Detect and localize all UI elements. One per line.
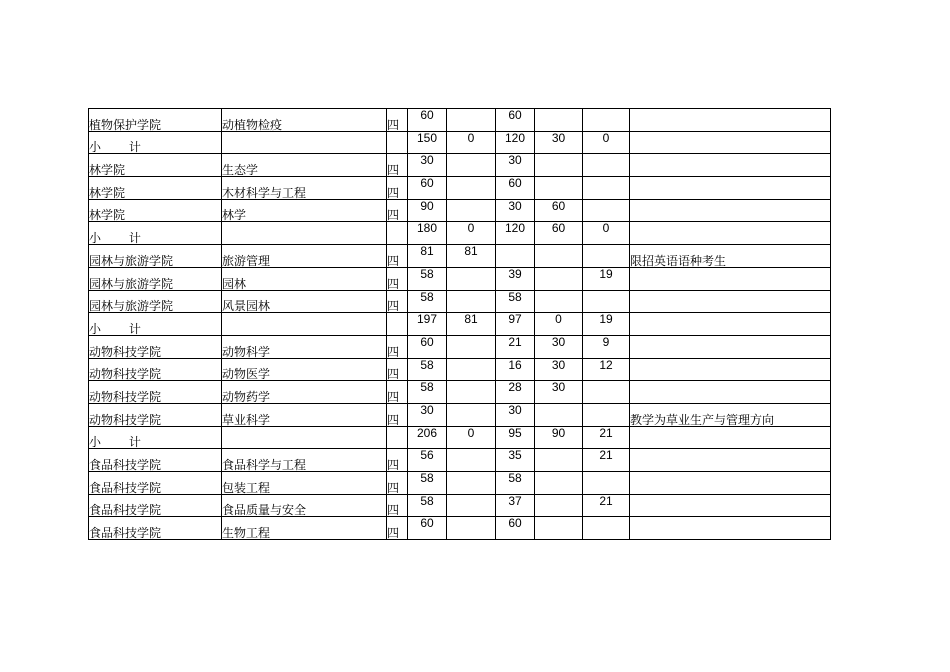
plan-col-3-cell: 95 (496, 426, 535, 449)
plan-col-5-cell: 12 (583, 358, 630, 381)
table-row (89, 494, 831, 517)
plan-col-3-cell: 16 (496, 358, 535, 381)
plan-col-2-cell: 0 (447, 222, 496, 245)
plan-col-4-cell: 30 (535, 358, 583, 381)
table-body (89, 109, 831, 540)
plan-col-2-cell (447, 358, 496, 381)
degree-cell: 四 (387, 472, 408, 495)
college-cell: 林学院 (89, 199, 222, 222)
degree-cell (387, 313, 408, 336)
table-row (89, 335, 831, 358)
major-cell: 食品质量与安全 (222, 494, 387, 517)
plan-col-5-cell (583, 472, 630, 495)
plan-total-cell: 206 (408, 426, 447, 449)
degree-cell: 四 (387, 494, 408, 517)
plan-col-2-cell (447, 335, 496, 358)
major-cell: 风景园林 (222, 290, 387, 313)
college-cell: 林学院 (89, 154, 222, 177)
plan-col-4-cell (535, 290, 583, 313)
plan-col-3-cell: 97 (496, 313, 535, 336)
note-cell (630, 494, 831, 517)
table-row (89, 267, 831, 290)
table-row (89, 517, 831, 540)
degree-cell: 四 (387, 449, 408, 472)
plan-col-5-cell (583, 154, 630, 177)
plan-total-cell: 56 (408, 449, 447, 472)
degree-cell (387, 131, 408, 154)
plan-col-4-cell (535, 403, 583, 426)
degree-cell: 四 (387, 517, 408, 540)
table-row (89, 381, 831, 404)
plan-col-2-cell: 0 (447, 131, 496, 154)
plan-col-5-cell: 21 (583, 426, 630, 449)
plan-col-3-cell: 60 (496, 177, 535, 200)
major-cell: 动植物检疫 (222, 109, 387, 132)
table-row (89, 245, 831, 268)
note-cell (630, 177, 831, 200)
note-cell (630, 313, 831, 336)
note-cell (630, 426, 831, 449)
plan-col-3-cell: 30 (496, 403, 535, 426)
college-cell: 食品科技学院 (89, 472, 222, 495)
college-cell: 动物科技学院 (89, 358, 222, 381)
plan-total-cell: 60 (408, 177, 447, 200)
plan-col-5-cell: 19 (583, 267, 630, 290)
plan-col-2-cell (447, 517, 496, 540)
plan-col-5-cell: 9 (583, 335, 630, 358)
plan-col-2-cell (447, 267, 496, 290)
plan-col-2-cell (447, 199, 496, 222)
major-cell (222, 313, 387, 336)
major-cell: 草业科学 (222, 403, 387, 426)
subtotal-row (89, 131, 831, 154)
note-cell (630, 267, 831, 290)
plan-col-3-cell: 37 (496, 494, 535, 517)
plan-total-cell: 58 (408, 472, 447, 495)
plan-col-4-cell (535, 109, 583, 132)
table-row (89, 403, 831, 426)
major-cell: 包装工程 (222, 472, 387, 495)
college-cell: 林学院 (89, 177, 222, 200)
plan-col-5-cell (583, 109, 630, 132)
major-cell: 林学 (222, 199, 387, 222)
college-cell: 动物科技学院 (89, 403, 222, 426)
college-cell: 园林与旅游学院 (89, 267, 222, 290)
plan-col-4-cell: 30 (535, 131, 583, 154)
plan-total-cell: 150 (408, 131, 447, 154)
note-cell (630, 472, 831, 495)
degree-cell: 四 (387, 358, 408, 381)
note-cell (630, 449, 831, 472)
note-cell (630, 335, 831, 358)
plan-col-5-cell (583, 245, 630, 268)
plan-total-cell: 58 (408, 381, 447, 404)
plan-col-3-cell: 28 (496, 381, 535, 404)
plan-total-cell: 58 (408, 494, 447, 517)
plan-total-cell: 58 (408, 358, 447, 381)
plan-col-2-cell (447, 177, 496, 200)
plan-col-4-cell (535, 154, 583, 177)
plan-col-4-cell: 0 (535, 313, 583, 336)
major-cell: 动物科学 (222, 335, 387, 358)
plan-col-4-cell (535, 472, 583, 495)
degree-cell: 四 (387, 109, 408, 132)
plan-col-3-cell: 39 (496, 267, 535, 290)
degree-cell: 四 (387, 290, 408, 313)
note-cell (630, 517, 831, 540)
plan-col-5-cell: 21 (583, 449, 630, 472)
plan-total-cell: 60 (408, 109, 447, 132)
subtotal-row (89, 313, 831, 336)
plan-col-4-cell (535, 245, 583, 268)
plan-total-cell: 197 (408, 313, 447, 336)
plan-col-3-cell: 120 (496, 131, 535, 154)
plan-total-cell: 30 (408, 403, 447, 426)
table-row (89, 358, 831, 381)
plan-col-2-cell (447, 449, 496, 472)
degree-cell: 四 (387, 381, 408, 404)
plan-total-cell: 58 (408, 267, 447, 290)
major-cell: 木材科学与工程 (222, 177, 387, 200)
plan-col-2-cell (447, 494, 496, 517)
plan-col-2-cell (447, 290, 496, 313)
plan-col-2-cell (447, 472, 496, 495)
plan-col-3-cell: 21 (496, 335, 535, 358)
plan-total-cell: 90 (408, 199, 447, 222)
plan-col-2-cell (447, 109, 496, 132)
note-cell: 教学为草业生产与管理方向 (630, 403, 831, 426)
college-cell: 食品科技学院 (89, 449, 222, 472)
table-row (89, 177, 831, 200)
plan-col-3-cell: 60 (496, 109, 535, 132)
plan-col-4-cell (535, 449, 583, 472)
degree-cell: 四 (387, 154, 408, 177)
plan-col-3-cell (496, 245, 535, 268)
degree-cell: 四 (387, 267, 408, 290)
note-cell (630, 222, 831, 245)
enrollment-plan-table (88, 108, 831, 540)
degree-cell (387, 222, 408, 245)
plan-col-4-cell (535, 517, 583, 540)
plan-total-cell: 81 (408, 245, 447, 268)
plan-col-2-cell: 81 (447, 245, 496, 268)
plan-col-5-cell: 0 (583, 131, 630, 154)
plan-col-2-cell (447, 154, 496, 177)
plan-col-2-cell: 0 (447, 426, 496, 449)
plan-col-4-cell (535, 267, 583, 290)
plan-col-3-cell: 30 (496, 154, 535, 177)
major-cell (222, 131, 387, 154)
college-cell: 动物科技学院 (89, 381, 222, 404)
college-cell: 动物科技学院 (89, 335, 222, 358)
table-row (89, 109, 831, 132)
note-cell (630, 358, 831, 381)
major-cell: 生态学 (222, 154, 387, 177)
note-cell: 限招英语语种考生 (630, 245, 831, 268)
plan-col-3-cell: 58 (496, 290, 535, 313)
note-cell (630, 381, 831, 404)
plan-col-4-cell: 60 (535, 222, 583, 245)
plan-col-3-cell: 120 (496, 222, 535, 245)
major-cell: 生物工程 (222, 517, 387, 540)
note-cell (630, 154, 831, 177)
note-cell (630, 109, 831, 132)
plan-col-2-cell (447, 381, 496, 404)
plan-col-4-cell (535, 177, 583, 200)
plan-col-5-cell (583, 177, 630, 200)
plan-col-3-cell: 60 (496, 517, 535, 540)
plan-col-3-cell: 30 (496, 199, 535, 222)
subtotal-row (89, 222, 831, 245)
major-cell: 动物医学 (222, 358, 387, 381)
subtotal-label: 小 计 (89, 313, 222, 336)
plan-col-5-cell: 21 (583, 494, 630, 517)
plan-col-4-cell (535, 494, 583, 517)
subtotal-row (89, 426, 831, 449)
table-row (89, 154, 831, 177)
major-cell (222, 426, 387, 449)
degree-cell: 四 (387, 177, 408, 200)
plan-col-5-cell (583, 517, 630, 540)
plan-col-5-cell (583, 403, 630, 426)
major-cell (222, 222, 387, 245)
plan-col-5-cell: 19 (583, 313, 630, 336)
plan-total-cell: 58 (408, 290, 447, 313)
major-cell: 食品科学与工程 (222, 449, 387, 472)
plan-col-4-cell: 90 (535, 426, 583, 449)
college-cell: 园林与旅游学院 (89, 290, 222, 313)
note-cell (630, 290, 831, 313)
plan-total-cell: 60 (408, 517, 447, 540)
plan-col-4-cell: 30 (535, 335, 583, 358)
plan-col-2-cell: 81 (447, 313, 496, 336)
college-cell: 食品科技学院 (89, 517, 222, 540)
plan-col-4-cell: 60 (535, 199, 583, 222)
table-row (89, 449, 831, 472)
college-cell: 植物保护学院 (89, 109, 222, 132)
plan-col-5-cell (583, 290, 630, 313)
subtotal-label: 小 计 (89, 131, 222, 154)
plan-col-2-cell (447, 403, 496, 426)
degree-cell (387, 426, 408, 449)
plan-col-3-cell: 58 (496, 472, 535, 495)
major-cell: 动物药学 (222, 381, 387, 404)
note-cell (630, 131, 831, 154)
plan-col-3-cell: 35 (496, 449, 535, 472)
degree-cell: 四 (387, 199, 408, 222)
degree-cell: 四 (387, 245, 408, 268)
plan-col-5-cell (583, 199, 630, 222)
degree-cell: 四 (387, 335, 408, 358)
subtotal-label: 小 计 (89, 426, 222, 449)
college-cell: 食品科技学院 (89, 494, 222, 517)
plan-col-5-cell: 0 (583, 222, 630, 245)
plan-total-cell: 30 (408, 154, 447, 177)
college-cell: 园林与旅游学院 (89, 245, 222, 268)
plan-total-cell: 180 (408, 222, 447, 245)
plan-total-cell: 60 (408, 335, 447, 358)
plan-col-5-cell (583, 381, 630, 404)
note-cell (630, 199, 831, 222)
major-cell: 园林 (222, 267, 387, 290)
plan-col-4-cell: 30 (535, 381, 583, 404)
table-row (89, 199, 831, 222)
table-row (89, 290, 831, 313)
subtotal-label: 小 计 (89, 222, 222, 245)
table-row (89, 472, 831, 495)
major-cell: 旅游管理 (222, 245, 387, 268)
degree-cell: 四 (387, 403, 408, 426)
